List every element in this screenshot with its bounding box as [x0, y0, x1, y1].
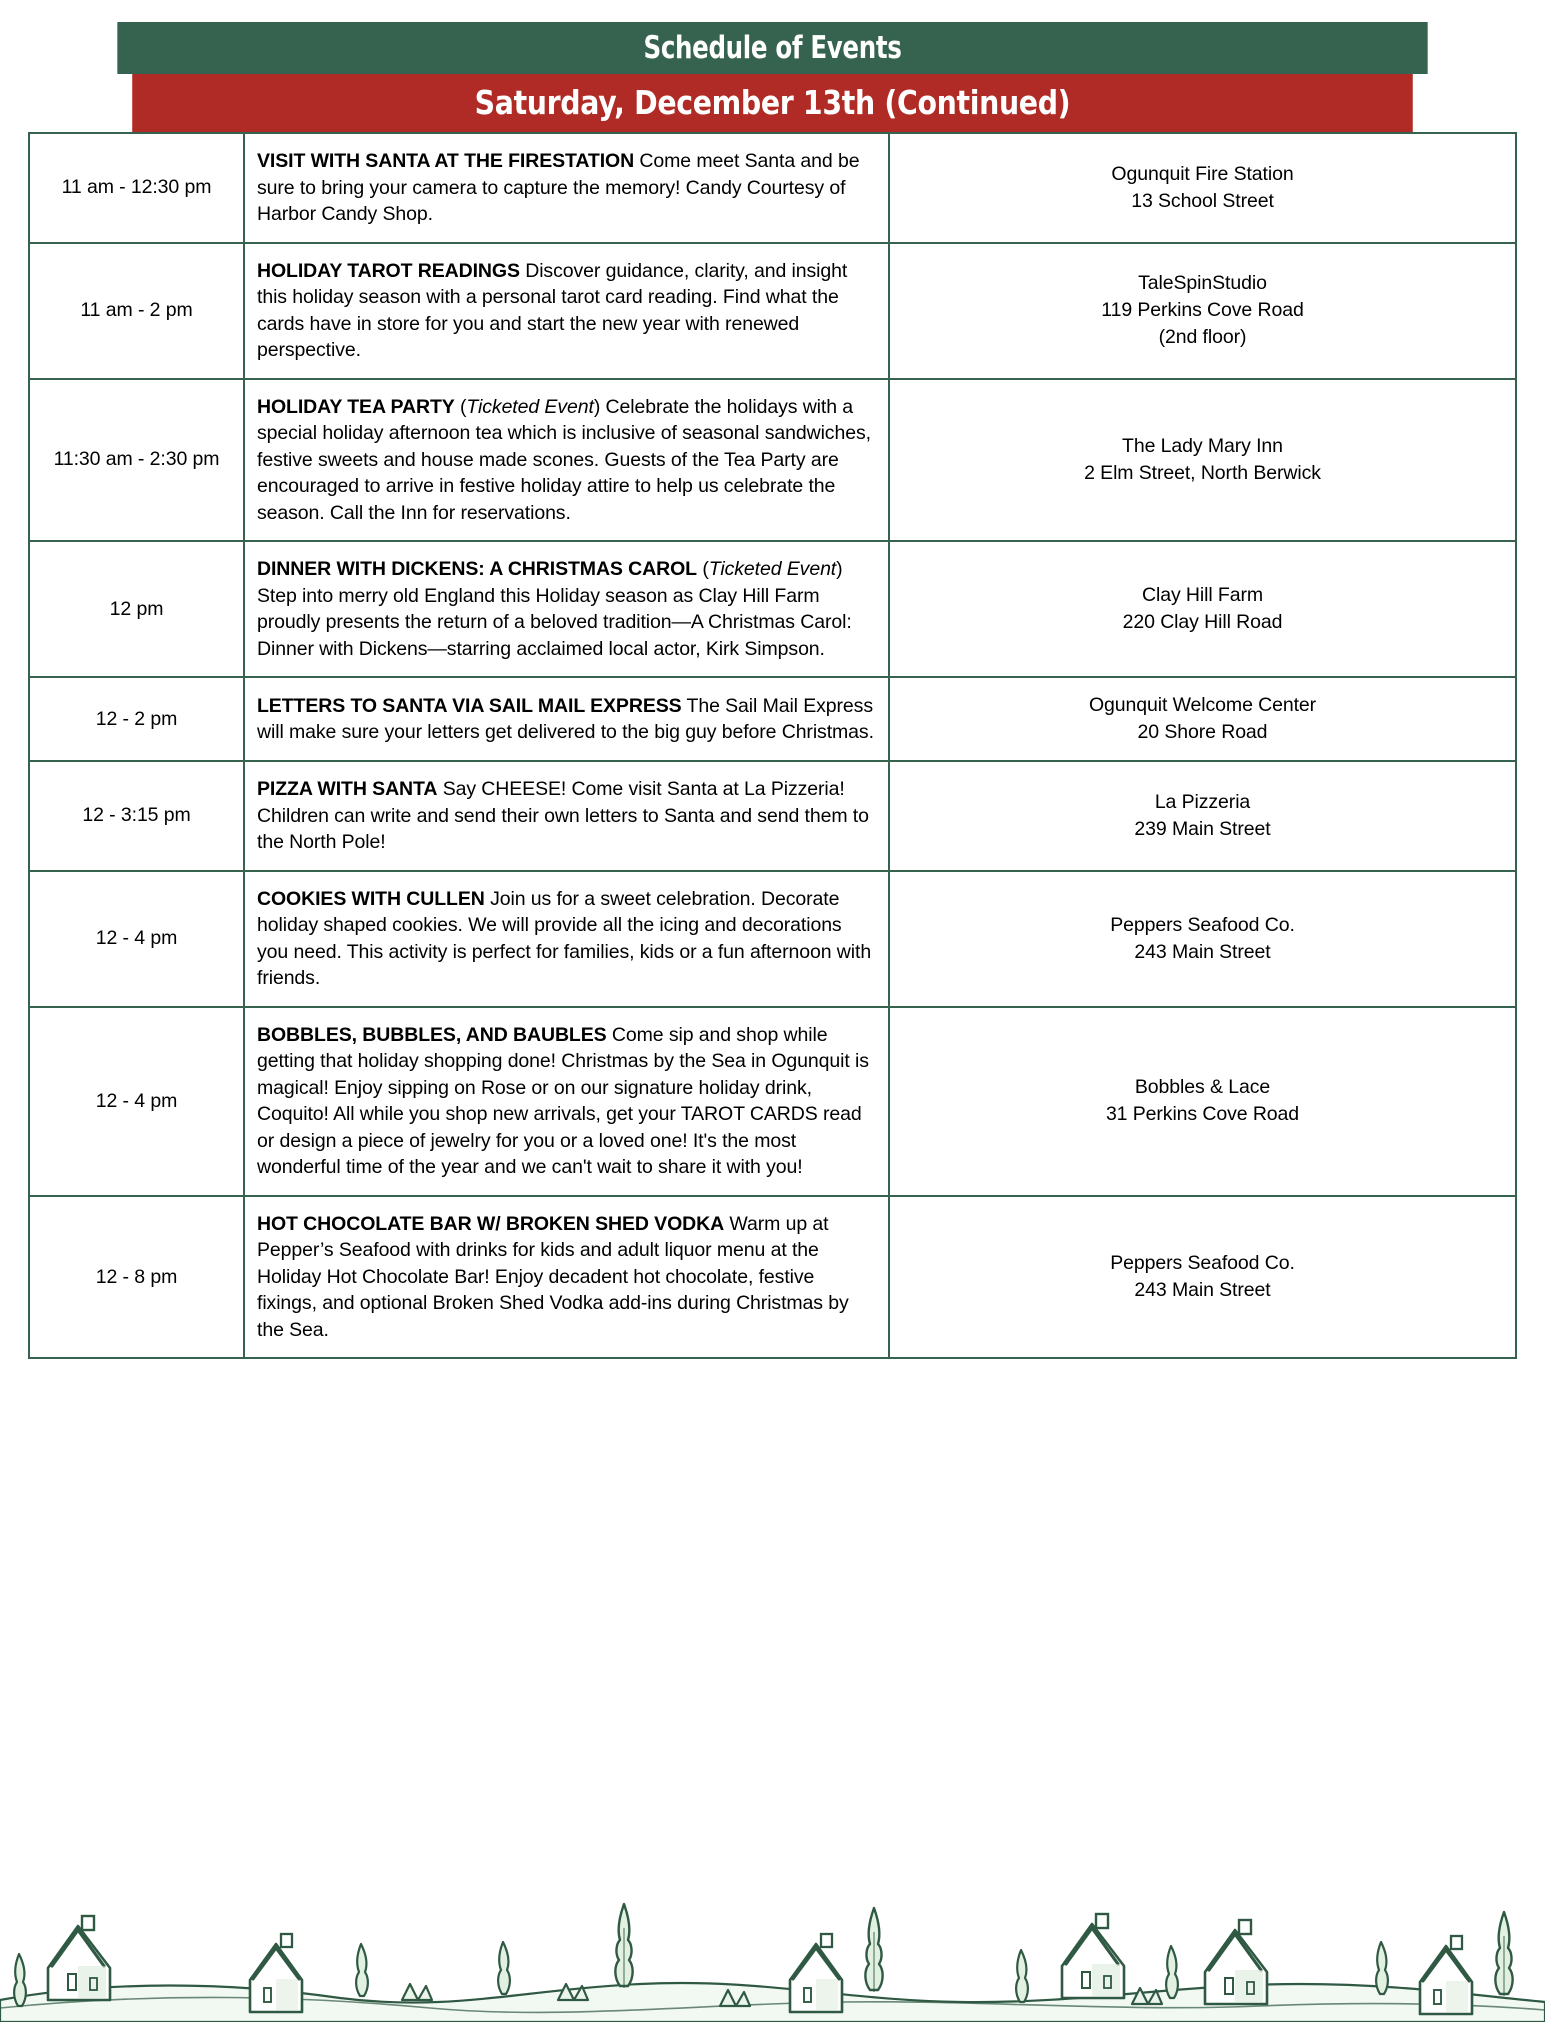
schedule-page: [0, 22, 1545, 2022]
location-address: 2 Elm Street, North Berwick: [1084, 461, 1321, 484]
location-address: 239 Main Street: [1134, 817, 1271, 840]
location-name: TaleSpinStudio: [1138, 272, 1267, 295]
event-body-text: The Sail Mail Express will make sure your letters get delivered to the big guy before Christmas.: [257, 694, 874, 744]
location-name: La Pizzeria: [1154, 790, 1251, 813]
event-description: HOLIDAY TEA PARTY (Ticketed Event) Celebrate the holidays with a special holiday afternoon tea which is inclusive of seasonal sandwiches, festive sweets and house made scones. Guests of the Tea Party are encouraged to arrive in festive holiday attire to help us celebrate the season. Call the Inn for reservations.: [244, 379, 889, 542]
event-location: [889, 761, 1516, 871]
table-row: [29, 133, 1516, 243]
event-location: [889, 677, 1516, 761]
event-title: LETTERS TO SANTA VIA SAIL MAIL EXPRESS: [257, 694, 682, 717]
event-title: HOT CHOCOLATE BAR W/ BROKEN SHED VODKA: [257, 1212, 725, 1235]
event-description: [244, 133, 889, 243]
location-address: 31 Perkins Cove Road: [1105, 1103, 1300, 1126]
event-time: 11 am - 12:30 pm: [29, 133, 244, 243]
page-title: Schedule of Events: [117, 22, 1427, 74]
event-description: DINNER WITH DICKENS: A CHRISTMAS CAROL (Ticketed Event) Step into merry old England this Holiday season as Clay Hill Farm proudly presents the return of a beloved tradition—A Christmas Carol: Dinner with Dickens—starring acclaimed local actor, Kirk Simpson.: [244, 541, 889, 677]
event-body-text: Celebrate the holidays with a special holiday afternoon tea which is inclusive of seasonal sandwiches, festive sweets and house made scones. Guests of the Tea Party are encouraged to arrive in festive holiday attire to help us celebrate the season. Call the Inn for reservations.: [257, 395, 871, 524]
event-body-text: Discover guidance, clarity, and insight this holiday season with a personal tarot card reading. Find what the cards have in store for you and start the new year with renewed perspective.: [257, 259, 848, 362]
location-address: 220 Clay Hill Road: [1122, 611, 1283, 634]
location-name: Ogunquit Fire Station: [1111, 162, 1294, 185]
event-location: [889, 541, 1516, 677]
event-title: VISIT WITH SANTA AT THE FIRESTATION: [257, 150, 635, 172]
table-row: [29, 677, 1516, 761]
ticketed-event-note: Ticketed Event: [466, 395, 594, 418]
table-row: [29, 1196, 1516, 1359]
event-time: 12 pm: [29, 541, 244, 677]
location-address: 119 Perkins Cove Road: [1101, 299, 1304, 322]
event-title: PIZZA WITH SANTA: [257, 778, 438, 801]
event-body-text: Say CHEESE! Come visit Santa at La Pizzeria! Children can write and send their own letters to Santa and send them to the North Pole!: [257, 778, 869, 854]
event-location: [889, 379, 1516, 542]
event-description: [244, 677, 889, 761]
event-title: COOKIES WITH CULLEN: [257, 887, 485, 910]
table-row: [29, 379, 1516, 542]
location-name: Bobbles & Lace: [1134, 1076, 1271, 1099]
event-location: [889, 243, 1516, 379]
ticketed-event-note: Ticketed Event: [708, 558, 837, 581]
event-location: [889, 1007, 1516, 1196]
event-body-text: Come sip and shop while getting that holiday shopping done! Christmas by the Sea in Ogunquit is magical! Enjoy sipping on Rose or on our signature holiday drink, Coquito! All while you shop new arrivals, get your TAROT CARDS read or design a piece of jewelry for you or a loved one! It's the most wonderful time of the year and we can't wait to share it with you!: [257, 1023, 869, 1179]
event-description: [244, 871, 889, 1007]
event-body-text: Join us for a sweet celebration. Decorate holiday shaped cookies. We will provide all the icing and decorations you need. This activity is perfect for families, kids or a fun afternoon with friends.: [257, 887, 872, 990]
event-description: [244, 243, 889, 379]
location-address: 243 Main Street: [1134, 940, 1271, 963]
event-body-text: Warm up at Pepper’s Seafood with drinks for kids and adult liquor menu at the Holiday Hot Chocolate Bar! Enjoy decadent hot chocolate, festive fixings, and optional Broken Shed Vodka add-ins during Christmas by the Sea.: [257, 1212, 849, 1341]
table-row: [29, 243, 1516, 379]
location-address: 243 Main Street: [1134, 1279, 1271, 1302]
location-name: Peppers Seafood Co.: [1110, 913, 1295, 936]
event-time: 12 - 4 pm: [29, 1007, 244, 1196]
event-body-text: Come meet Santa and be sure to bring your camera to capture the memory! Candy Courtesy of Harbor Candy Shop.: [257, 150, 860, 226]
event-time: 11:30 am - 2:30 pm: [29, 379, 244, 542]
location-address: 20 Shore Road: [1137, 721, 1268, 744]
event-time: 12 - 8 pm: [29, 1196, 244, 1359]
event-location: [889, 871, 1516, 1007]
location-extra: (2nd floor): [1158, 326, 1247, 349]
event-time: 11 am - 2 pm: [29, 243, 244, 379]
events-table: [28, 132, 1517, 1359]
table-row: [29, 1007, 1516, 1196]
table-row: [29, 871, 1516, 1007]
location-address: 13 School Street: [1131, 189, 1274, 212]
event-time: 12 - 4 pm: [29, 871, 244, 1007]
event-title: BOBBLES, BUBBLES, AND BAUBLES: [257, 1023, 607, 1046]
event-time: 12 - 2 pm: [29, 677, 244, 761]
event-description: [244, 1196, 889, 1359]
table-row: [29, 541, 1516, 677]
event-description: [244, 1007, 889, 1196]
schedule-title-banner: [28, 22, 1517, 74]
event-title: HOLIDAY TAROT READINGS: [257, 259, 520, 282]
table-row: [29, 761, 1516, 871]
event-description: [244, 761, 889, 871]
location-name: The Lady Mary Inn: [1122, 434, 1283, 457]
event-location: [889, 1196, 1516, 1359]
event-time: 12 - 3:15 pm: [29, 761, 244, 871]
event-title: HOLIDAY TEA PARTY: [257, 395, 455, 418]
event-body-text: Step into merry old England this Holiday season as Clay Hill Farm proudly presents the return of a beloved tradition—A Christmas Carol: Dinner with Dickens—starring acclaimed local actor, Kirk Simpson.: [257, 584, 852, 660]
location-name: Ogunquit Welcome Center: [1088, 694, 1317, 717]
location-name: Peppers Seafood Co.: [1110, 1252, 1295, 1275]
event-location: [889, 133, 1516, 243]
location-name: Clay Hill Farm: [1141, 584, 1264, 607]
schedule-date-banner: Saturday, December 13th (Continued): [132, 74, 1413, 132]
event-title: DINNER WITH DICKENS: A CHRISTMAS CAROL: [257, 558, 697, 581]
